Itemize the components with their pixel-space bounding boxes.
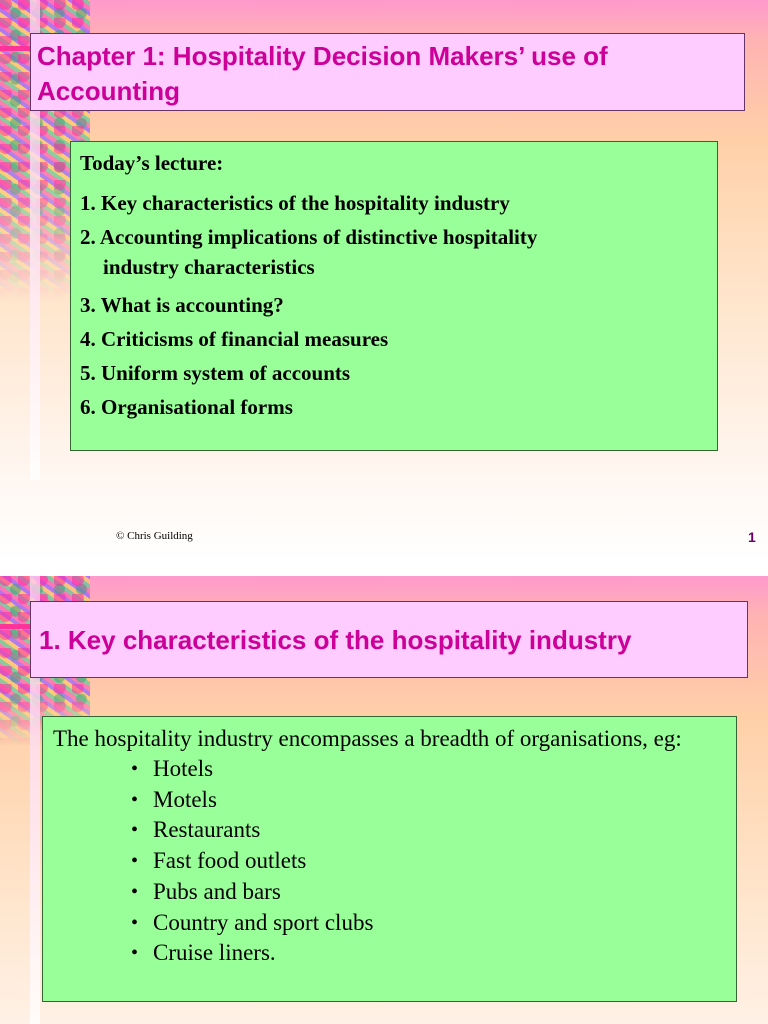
copyright-footer: © Chris Guilding <box>116 530 193 542</box>
outline-item: 6. Organisational forms <box>80 395 293 419</box>
slide-title: Chapter 1: Hospitality Decision Makers’ use of Accounting <box>30 33 745 111</box>
outline-item: 1. Key characteristics of the hospitality industry <box>80 191 510 215</box>
outline-item: 5. Uniform system of accounts <box>80 361 351 385</box>
lecture-outline-box <box>70 141 718 451</box>
list-item: • Cruise liners. <box>153 938 726 969</box>
industry-examples-box <box>42 716 737 1002</box>
list-item: • Country and sport clubs <box>153 908 726 939</box>
bullet-list <box>53 754 726 969</box>
slide-separator <box>0 560 768 576</box>
outline-item-continuation: industry characteristics <box>103 255 315 279</box>
slide-title: 1. Key characteristics of the hospitality industry <box>30 601 748 678</box>
outline-heading: Today’s lecture: <box>80 151 224 175</box>
outline-item: 2. Accounting implications of distinctive hospitality <box>80 225 538 249</box>
intro-text: The hospitality industry encompasses a breadth of organisations, eg: <box>53 726 682 751</box>
outline-item: 3. What is accounting? <box>80 293 284 317</box>
list-item: • Restaurants <box>153 815 726 846</box>
list-item: • Fast food outlets <box>153 846 726 877</box>
list-item: • Motels <box>153 785 726 816</box>
page-number: 1 <box>748 529 756 545</box>
decorative-line <box>0 46 30 51</box>
slide-2 <box>0 576 768 1024</box>
list-item: • Hotels <box>153 754 726 785</box>
outline-item: 4. Criticisms of financial measures <box>80 327 389 351</box>
decorative-line <box>0 624 30 629</box>
list-item: • Pubs and bars <box>153 877 726 908</box>
